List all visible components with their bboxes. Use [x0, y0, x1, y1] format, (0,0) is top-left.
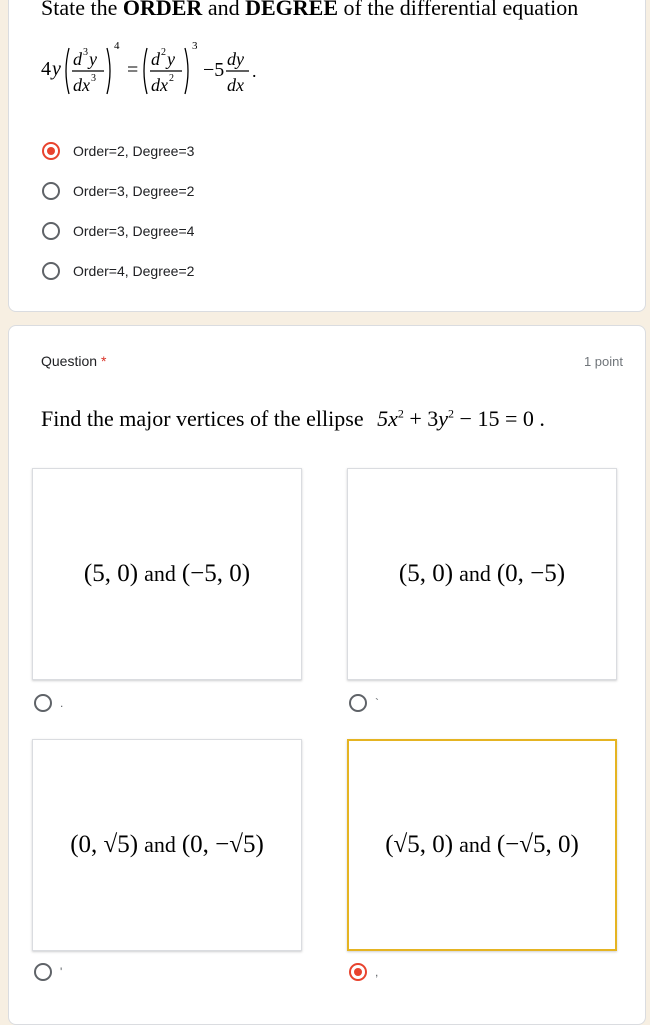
option-caption: .	[60, 696, 64, 710]
svg-text:4: 4	[114, 40, 120, 52]
option-a-math-image: (5, 0) and (−5, 0)	[83, 560, 251, 587]
option-caption: `	[375, 696, 379, 710]
svg-text:d: d	[73, 49, 82, 69]
svg-text:dy: dy	[227, 49, 244, 69]
required-asterisk: *	[100, 353, 107, 369]
image-option-d[interactable]	[347, 739, 617, 951]
option-label: Order=4, Degree=2	[73, 263, 195, 279]
radio-button[interactable]	[34, 694, 52, 712]
option-order3-degree4[interactable]	[42, 221, 194, 241]
svg-text:2: 2	[161, 47, 166, 58]
radio-button-selected[interactable]	[349, 963, 367, 981]
option-label: Order=3, Degree=2	[73, 183, 195, 199]
radio-button[interactable]	[349, 694, 367, 712]
image-option-a[interactable]	[32, 468, 302, 680]
question-title: Find the major vertices of the ellipse $5x^2 + 3y^2 - 15 = 0$ .	[41, 406, 545, 431]
image-option-c[interactable]	[32, 739, 302, 951]
svg-text:dx: dx	[151, 75, 168, 95]
option-b-math-image: (5, 0) and (0, −5)	[398, 560, 566, 587]
option-order2-degree3[interactable]	[42, 141, 194, 161]
image-option-b[interactable]	[347, 468, 617, 680]
svg-text:y: y	[167, 49, 175, 69]
question-header: Question *	[41, 353, 107, 369]
option-c-math-image: (0, √5) and (0, −√5)	[70, 831, 264, 858]
svg-text:y: y	[52, 58, 61, 80]
radio-button[interactable]	[42, 222, 60, 240]
svg-text:=: =	[127, 59, 139, 81]
option-order4-degree2[interactable]	[42, 261, 194, 281]
radio-button[interactable]	[42, 262, 60, 280]
option-label: Order=2, Degree=3	[73, 143, 195, 159]
svg-text:d: d	[151, 49, 160, 69]
question-card-ellipse	[8, 325, 646, 1025]
question-title: State the ORDER and DEGREE of the differential equation	[41, 0, 579, 20]
points-label: 1 point	[583, 354, 623, 369]
image-option-b-radio-row[interactable]	[349, 694, 379, 712]
svg-text:3: 3	[83, 47, 88, 58]
svg-text:dx: dx	[227, 75, 244, 95]
svg-text:y: y	[89, 49, 97, 69]
option-caption: '	[60, 965, 63, 979]
svg-text:3: 3	[192, 40, 198, 52]
radio-button-selected[interactable]	[42, 142, 60, 160]
svg-text:3: 3	[91, 73, 96, 84]
svg-text:dx: dx	[73, 75, 90, 95]
svg-text:−5: −5	[203, 59, 225, 81]
svg-text:2: 2	[169, 73, 174, 84]
radio-button[interactable]	[34, 963, 52, 981]
option-label: Order=3, Degree=4	[73, 223, 195, 239]
option-caption: ,	[375, 965, 379, 979]
question-card-order-degree	[8, 0, 646, 312]
option-order3-degree2[interactable]	[42, 181, 194, 201]
option-d-math-image: (√5, 0) and (−√5, 0)	[385, 831, 579, 858]
radio-button[interactable]	[42, 182, 60, 200]
image-option-c-radio-row[interactable]	[34, 963, 62, 981]
image-option-a-radio-row[interactable]	[34, 694, 63, 712]
svg-text:4: 4	[41, 58, 51, 80]
ellipse-equation-image: $5x^2 + 3y^2 - 15 = 0$ .	[377, 406, 545, 431]
differential-equation-image	[39, 33, 339, 113]
image-option-d-radio-row[interactable]	[349, 963, 378, 981]
svg-text:.: .	[252, 61, 257, 81]
